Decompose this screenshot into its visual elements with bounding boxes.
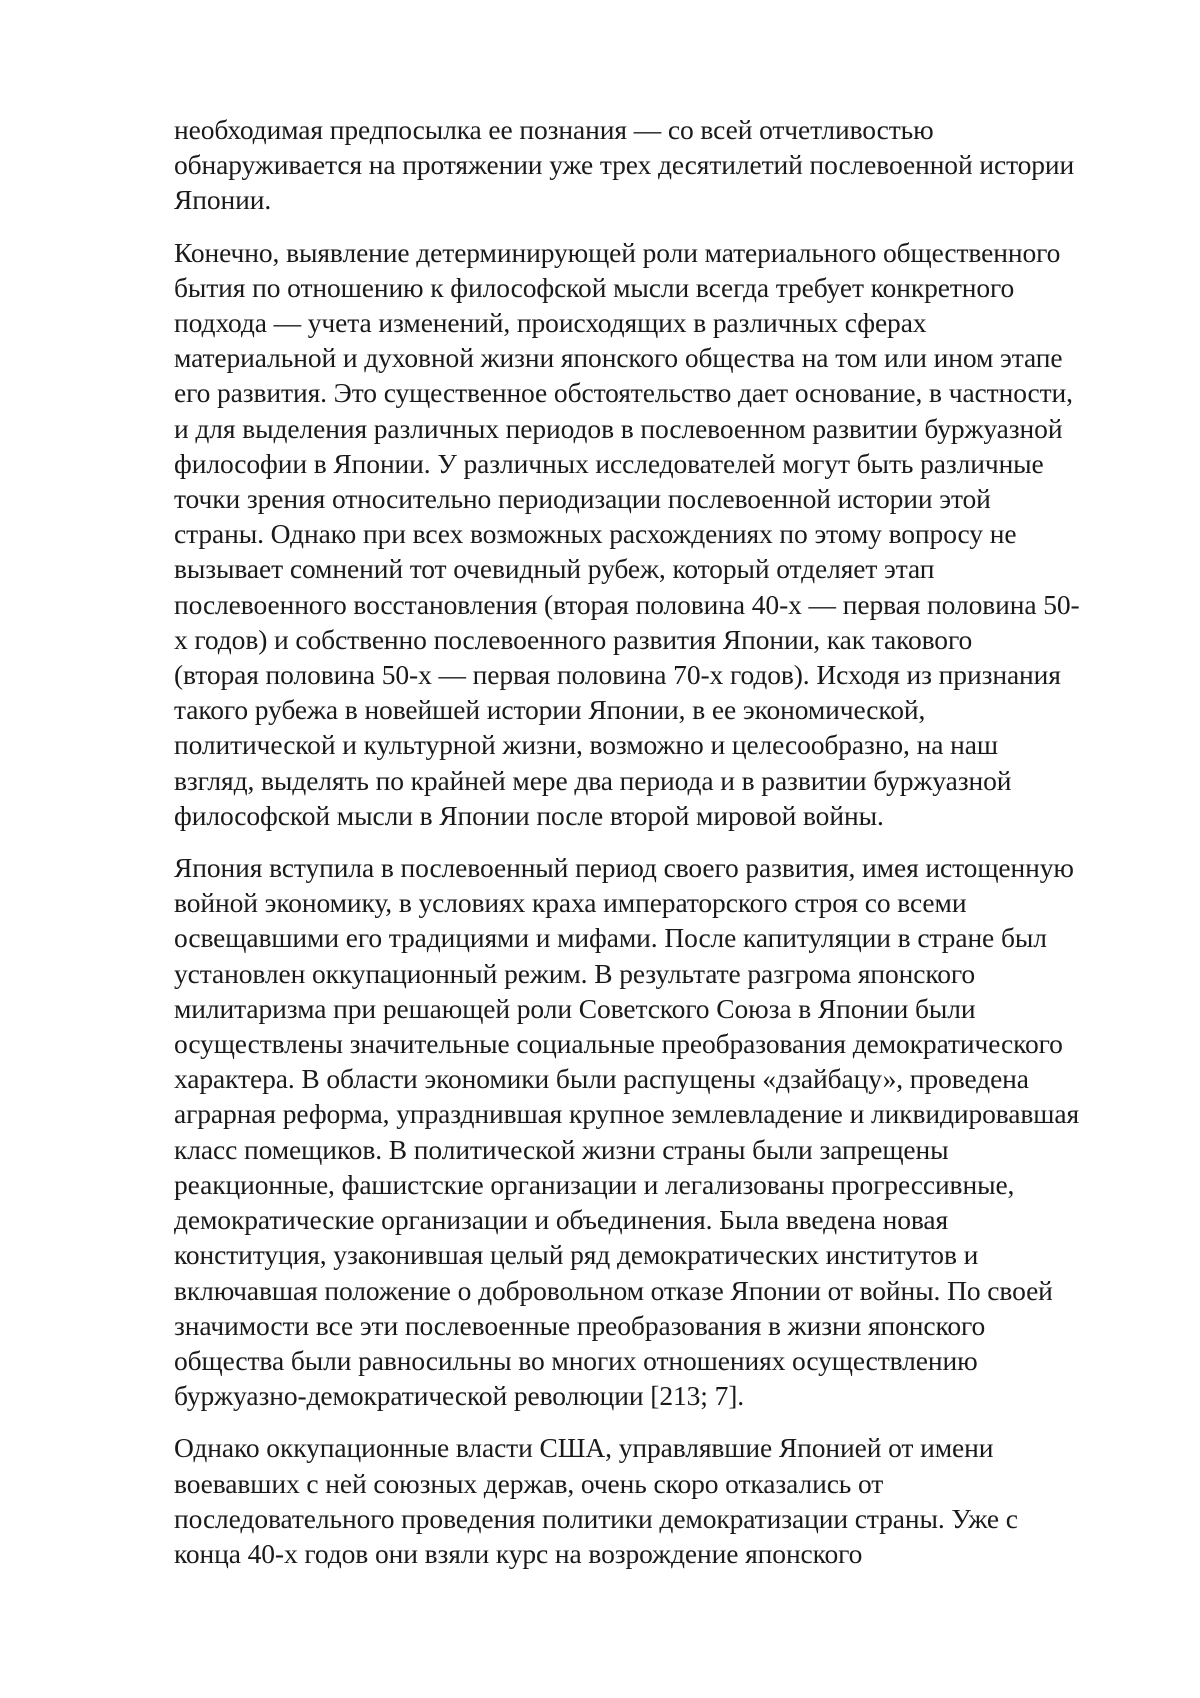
- body-text: [174, 112, 1134, 1588]
- paragraph-1: необходимая предпосылка ее познания — со всей отчетливостью обнаруживается на протяжении уже трех десятилетий послевоенной истории Японии.: [174, 114, 1075, 216]
- paragraph-2: Конечно, выявление детерминирующей роли материального общественного бытия по отношению к философской мысли всегда требует конкретного подхода — учета изменений, происходящих в различных сферах материальной и духовной жизни японского общества на том или ином этапе его развития. Это существенное обстоятельство дает основание, в частности, и для выделения различных периодов в послевоенном развитии буржуазной философии в Японии. У различных исследователей могут быть различные точки зрения относительно периодизации послевоенной истории этой страны. Однако при всех возможных расхождениях по этому вопросу не вызывает сомнений тот очевидный рубеж, который отделяет этап послевоенного восстановления (вторая половина 40-х — первая половина 50- х годов) и собственно послевоенного развития Японии, как такового (вторая половина 50-х — первая половина 70-х годов). Исходя из признания такого рубежа в новейшей истории Японии, в ее экономической, политической и культурной жизни, возможно и целесообразно, на наш взгляд, выделять по крайней мере два периода и в развитии буржуазной философской мысли в Японии после второй мировой войны.: [174, 236, 1080, 831]
- paragraph-3: Япония вступила в послевоенный период своего развития, имея истощенную войной экономику, в условиях краха императорского строя со всеми освещавшими его традициями и мифами. После капитуляции в стране был установлен оккупационный режим. В результате разгрома японского милитаризма при решающей роли Советского Союза в Японии были осуществлены значительные социальные преобразования демократического характера. В области экономики были распущены «дзайбацу», проведена аграрная реформа, упразднившая крупное землевладение и ликвидировавшая класс помещиков. В политической жизни страны были запрещены реакционные, фашистские организации и легализованы прогрессивные, демократические организации и объединения. Была введена новая конституция, узаконившая целый ряд демократических институтов и включавшая положение о добровольном отказе Японии от войны. По своей значимости все эти послевоенные преобразования в жизни японского общества были равносильны во многих отношениях осуществлению буржуазно-демократической революции [213; 7].: [174, 852, 1080, 1412]
- paragraph-4: Однако оккупационные власти США, управлявшие Японией от имени воевавших с ней союзных держав, очень скоро отказались от последовательного проведения политики демократизации страны. Уже с конца 40-х годов они взяли курс на возрождение японского: [174, 1432, 1018, 1569]
